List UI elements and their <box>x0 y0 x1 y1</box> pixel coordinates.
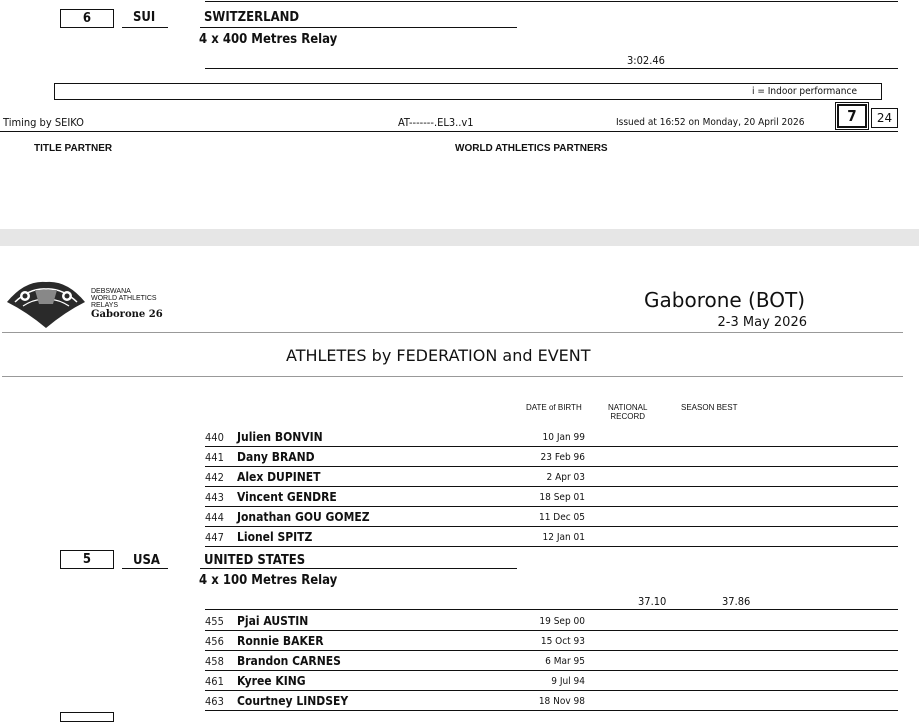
team-name-usa: UNITED STATES <box>204 553 306 568</box>
athlete-row <box>0 529 919 549</box>
athlete-name: Kyree KING <box>237 674 306 688</box>
page-total: 24 <box>871 108 898 128</box>
athlete-name: Ronnie BAKER <box>237 634 324 648</box>
athlete-name: Alex DUPINET <box>237 470 321 484</box>
athlete-row <box>0 693 919 713</box>
athlete-name: Julien BONVIN <box>237 430 323 444</box>
athlete-row <box>0 509 919 529</box>
issued-text: Issued at 16:52 on Monday, 20 April 2026 <box>616 117 805 128</box>
logo-line-4: Gaborone 26 <box>91 309 163 320</box>
athlete-bib: 440 <box>205 431 224 444</box>
indoor-note: i = Indoor performance <box>752 86 857 97</box>
national-record-usa: 37.10 <box>638 595 667 608</box>
athlete-row <box>0 673 919 693</box>
event-name-sui: 4 x 400 Metres Relay <box>199 32 338 47</box>
timing-by: Timing by SEIKO <box>3 116 84 129</box>
athlete-dob: 18 Sep 01 <box>539 492 585 503</box>
col-season-best: SEASON BEST <box>681 403 738 412</box>
col-record: RECORD <box>610 412 646 421</box>
athlete-bib: 447 <box>205 531 224 544</box>
doc-code: AT-------.EL3..v1 <box>398 116 474 129</box>
athlete-row <box>0 429 919 449</box>
athlete-name: Vincent GENDRE <box>237 490 337 504</box>
team-name-sui: SWITZERLAND <box>204 10 300 25</box>
rank-box-usa: 5 <box>60 550 114 569</box>
team-code-usa: USA <box>133 553 160 568</box>
athlete-bib: 442 <box>205 471 224 484</box>
event-dates: 2-3 May 2026 <box>717 315 807 330</box>
logo-line-1: DEBSWANA <box>91 288 131 295</box>
athlete-name: Lionel SPITZ <box>237 530 313 544</box>
athlete-bib: 456 <box>205 635 224 648</box>
athlete-name: Pjai AUSTIN <box>237 614 309 628</box>
athlete-row <box>0 469 919 489</box>
athlete-dob: 19 Sep 00 <box>539 616 585 627</box>
athlete-row <box>0 489 919 509</box>
athlete-dob: 9 Jul 94 <box>551 676 585 687</box>
logo-line-2: WORLD ATHLETICS <box>91 295 157 302</box>
rank-box-sui: 6 <box>60 9 114 28</box>
athlete-name: Dany BRAND <box>237 450 315 464</box>
page-separator <box>0 229 919 246</box>
team-code-sui: SUI <box>133 10 156 25</box>
athlete-dob: 6 Mar 95 <box>545 656 585 667</box>
world-athletics-partners: WORLD ATHLETICS PARTNERS <box>455 143 608 154</box>
col-national: NATIONAL <box>608 403 648 412</box>
athlete-bib: 463 <box>205 695 224 708</box>
athlete-dob: 12 Jan 01 <box>542 532 585 543</box>
athlete-name: Jonathan GOU GOMEZ <box>237 510 370 524</box>
title-partner: TITLE PARTNER <box>34 143 113 154</box>
athlete-name: Courtney LINDSEY <box>237 694 349 708</box>
athlete-dob: 10 Jan 99 <box>542 432 585 443</box>
athlete-bib: 443 <box>205 491 224 504</box>
city-title: Gaborone (BOT) <box>644 288 805 312</box>
athlete-dob: 18 Nov 98 <box>538 696 585 707</box>
athlete-row <box>0 449 919 469</box>
logo-line-3: RELAYS <box>91 302 119 309</box>
athlete-dob: 11 Dec 05 <box>538 512 585 523</box>
athlete-bib: 441 <box>205 451 224 464</box>
event-logo <box>5 280 87 330</box>
col-date-of-birth: DATE of BIRTH <box>526 403 582 412</box>
page-title: ATHLETES by FEDERATION and EVENT <box>286 346 591 365</box>
athlete-row <box>0 653 919 673</box>
athlete-dob: 15 Oct 93 <box>540 636 585 647</box>
athlete-dob: 23 Feb 96 <box>540 452 585 463</box>
athlete-name: Brandon CARNES <box>237 654 341 668</box>
athlete-bib: 455 <box>205 615 224 628</box>
athlete-row <box>0 613 919 633</box>
athlete-bib: 458 <box>205 655 224 668</box>
athlete-bib: 461 <box>205 675 224 688</box>
season-best-usa: 37.86 <box>722 595 751 608</box>
athlete-row <box>0 633 919 653</box>
season-best-sui: 3:02.46 <box>627 54 665 67</box>
athlete-dob: 2 Apr 03 <box>546 472 585 483</box>
page-number: 7 <box>837 104 867 128</box>
athlete-bib: 444 <box>205 511 224 524</box>
rank-box-next <box>60 712 114 722</box>
event-name-usa: 4 x 100 Metres Relay <box>199 573 338 588</box>
